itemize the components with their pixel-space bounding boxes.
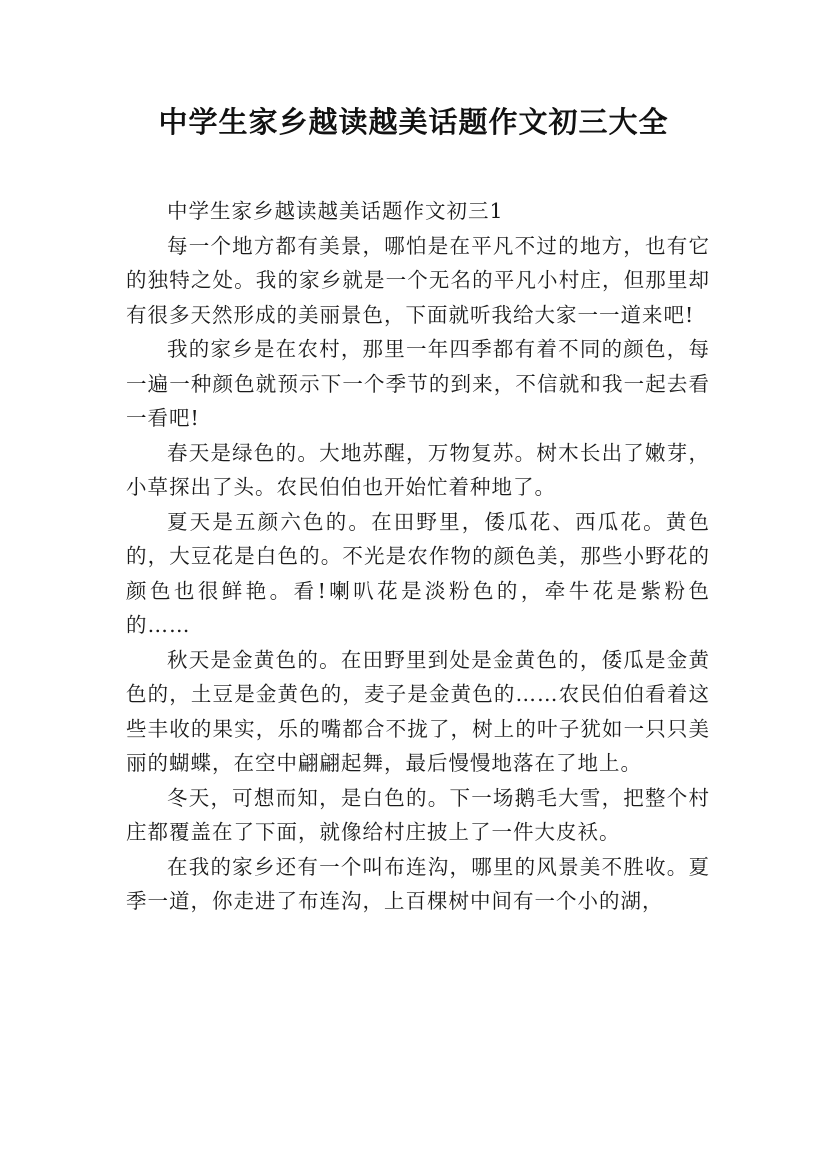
paragraph-autumn: 秋天是金黄色的。在田野里到处是金黄色的，倭瓜是金黄色的，土豆是金黄色的，麦子是金黄色的……农民伯伯看着这些丰收的果实，乐的嘴都合不拢了，树上的叶子犹如一只只美丽的蝴蝶，在空中翩翩起舞，最后慢慢地落在了地上。 (126, 647, 710, 775)
paragraph-spring: 春天是绿色的。大地苏醒，万物复苏。树木长出了嫩芽，小草探出了头。农民伯伯也开始忙着种地了。 (126, 440, 710, 499)
paragraph-seasons: 我的家乡是在农村，那里一年四季都有着不同的颜色，每一遍一种颜色就预示下一个季节的到来，不信就和我一起去看一看吧! (126, 337, 710, 430)
paragraph-intro: 每一个地方都有美景，哪怕是在平凡不过的地方，也有它的独特之处。我的家乡就是一个无名的平凡小村庄，但那里却有很多天然形成的美丽景色，下面就听我给大家一一道来吧! (126, 233, 710, 327)
section-heading: 中学生家乡越读越美话题作文初三1 (167, 199, 504, 223)
paragraph-summer: 夏天是五颜六色的。在田野里，倭瓜花、西瓜花。黄色的，大豆花是白色的。不光是农作物的颜色美，那些小野花的颜色也很鲜艳。看!喇叭花是淡粉色的，牵牛花是紫粉色的…… (126, 509, 710, 637)
document-body (126, 194, 710, 919)
paragraph-bulian-gully: 在我的家乡还有一个叫布连沟，哪里的风景美不胜收。夏季一道，你走进了布连沟，上百棵树中间有一个小的湖， (126, 854, 710, 913)
paragraph-winter: 冬天，可想而知，是白色的。下一场鹅毛大雪，把整个村庄都覆盖在了下面，就像给村庄披上了一件大皮袄。 (126, 785, 710, 844)
document-title: 中学生家乡越读越美话题作文初三大全 (158, 105, 669, 139)
